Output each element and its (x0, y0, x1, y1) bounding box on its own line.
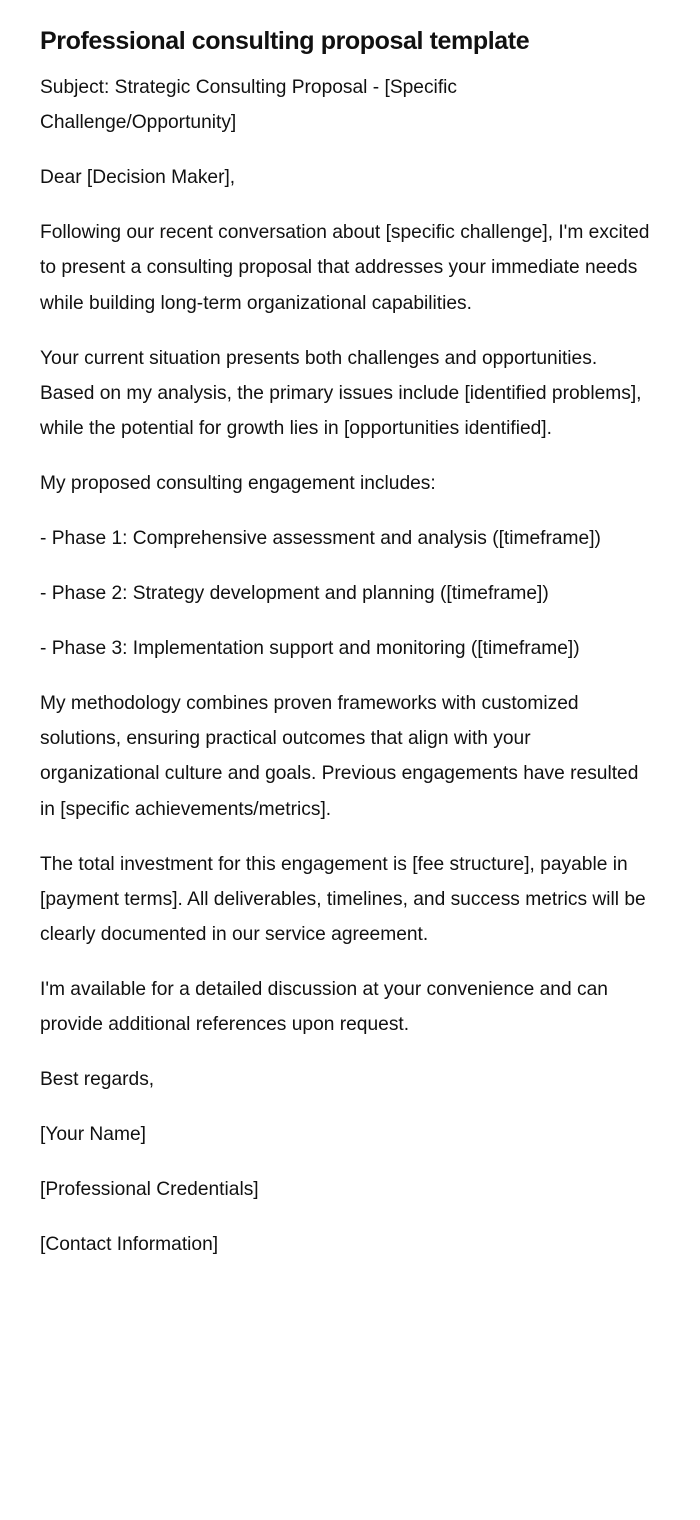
investment-paragraph: The total investment for this engagement is [fee structure], payable in [payment terms]. All deliverables, timelines, and success metrics will be clearly documented in our service agreement. (40, 853, 646, 946)
signature-contact: [Contact Information] (40, 1234, 219, 1256)
phase-2-item: - Phase 2: Strategy development and planning ([timeframe]) (40, 583, 549, 605)
intro-paragraph: Following our recent conversation about [specific challenge], I'm excited to present a consulting proposal that addresses your immediate needs while building long-term organizational capabilities. (40, 222, 650, 314)
signature-name: [Your Name] (40, 1124, 146, 1146)
methodology-paragraph: My methodology combines proven frameworks with customized solutions, ensuring practical outcomes that align with your organizational culture and goals. Previous engagements have resulted in [specific achievements/metrics]. (40, 693, 639, 820)
phase-3-item: - Phase 3: Implementation support and monitoring ([timeframe]) (40, 638, 580, 660)
engagement-intro: My proposed consulting engagement includes: (40, 473, 436, 495)
salutation: Dear [Decision Maker], (40, 167, 236, 189)
availability-paragraph: I'm available for a detailed discussion at your convenience and can provide additional references upon request. (40, 979, 608, 1036)
document-title: Professional consulting proposal template (40, 27, 530, 55)
signature-credentials: [Professional Credentials] (40, 1179, 259, 1201)
subject-line: Subject: Strategic Consulting Proposal - [Specific Challenge/Opportunity] (40, 77, 458, 134)
situation-paragraph: Your current situation presents both challenges and opportunities. Based on my analysis, the primary issues include [identified problems], while the potential for growth lies in [opportunities identified]. (40, 347, 642, 440)
closing: Best regards, (40, 1069, 155, 1091)
phase-1-item: - Phase 1: Comprehensive assessment and analysis ([timeframe]) (40, 528, 601, 550)
